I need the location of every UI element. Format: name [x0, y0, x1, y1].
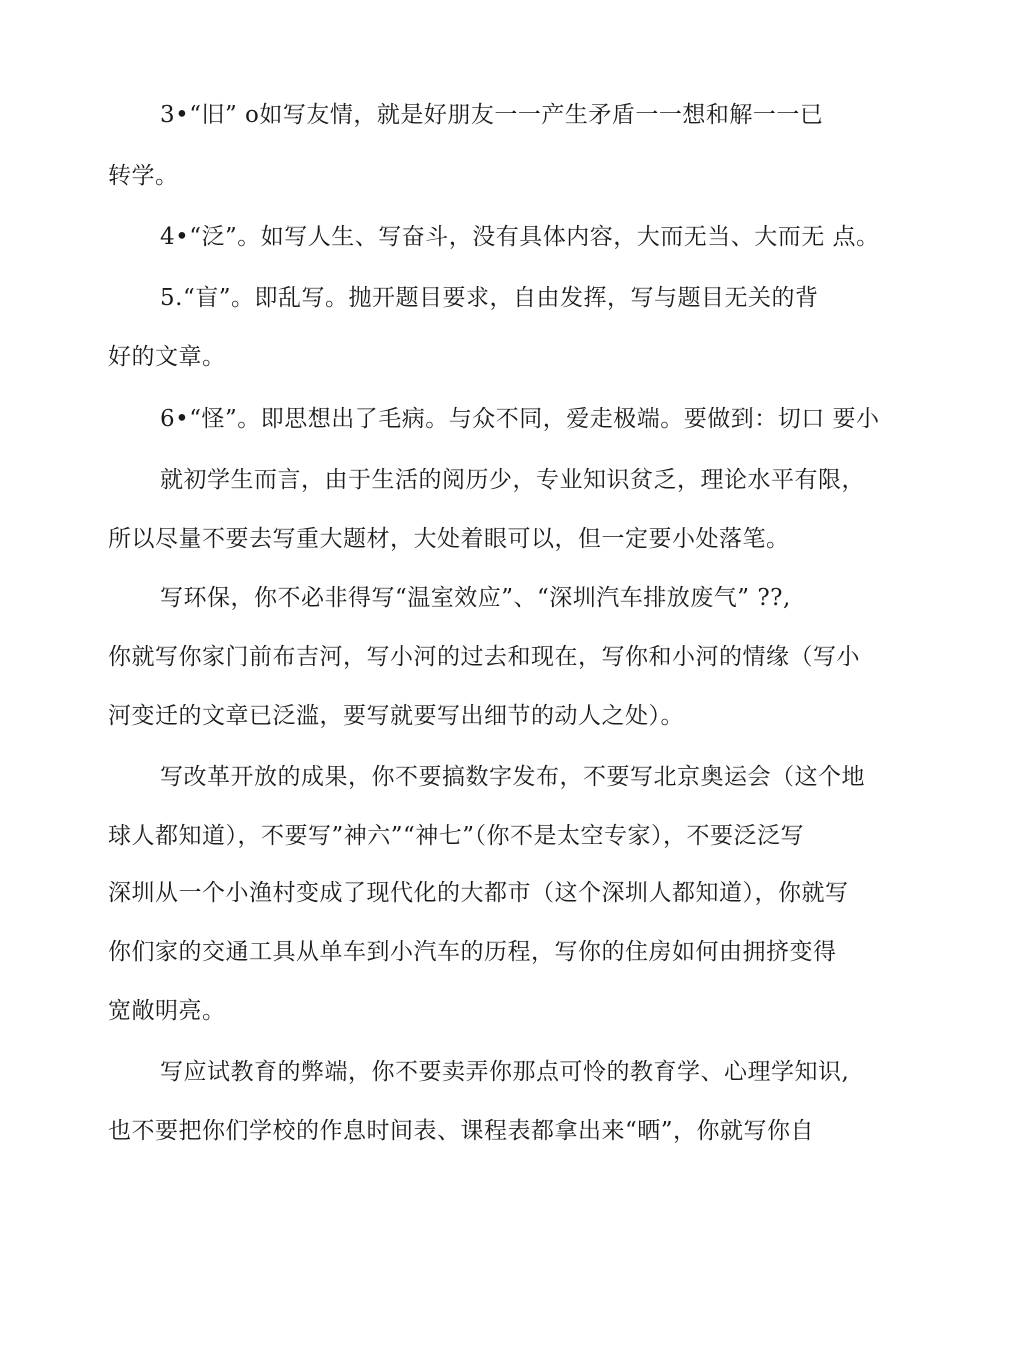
text-line: 宽敞明亮。 [108, 998, 226, 1024]
text-line: 写应试教育的弊端，你不要卖弄你那点可怜的教育学、心理学知识, [160, 1059, 850, 1085]
text-line: 球人都知道），不要写”神六”“神七”（你不是太空专家），不要泛泛写 [108, 823, 805, 849]
text-line: 就初学生而言，由于生活的阅历少，专业知识贫乏，理论水平有限， [160, 467, 865, 493]
text-line: 5.“盲”。即乱写。抛开题目要求，自由发挥，写与题目无关的背 [160, 285, 819, 311]
text-line: 3•“旧” o如写友情，就是好朋友一一产生矛盾一一想和解一一已 [160, 102, 824, 128]
text-line: 所以尽量不要去写重大题材，大处着眼可以，但一定要小处落笔。 [108, 526, 790, 552]
text-line: 你就写你家门前布吉河，写小河的过去和现在，写你和小河的情缘（写小 [108, 644, 860, 670]
text-line: 你们家的交通工具从单车到小汽车的历程，写你的住房如何由拥挤变得 [108, 939, 837, 965]
text-line: 6•“怪”。即思想出了毛病。与众不同，爱走极端。要做到：切口 要小 [160, 406, 880, 432]
text-line: 转学。 [108, 163, 179, 189]
text-line: 4•“泛”。如写人生、写奋斗，没有具体内容，大而无当、大而无 点。 [160, 224, 880, 250]
text-line: 写改革开放的成果，你不要搞数字发布，不要写北京奥运会（这个地 [160, 764, 865, 790]
text-line: 好的文章。 [108, 344, 226, 370]
text-line: 写环保，你不必非得写“温室效应”、“深圳汽车排放废气” ??, [160, 585, 791, 611]
text-line: 河变迁的文章已泛滥，要写就要写出细节的动人之处）。 [108, 703, 684, 729]
text-line: 深圳从一个小渔村变成了现代化的大都市（这个深圳人都知道），你就写 [108, 880, 849, 906]
text-line: 也不要把你们学校的作息时间表、课程表都拿出来“晒”，你就写你自 [108, 1118, 815, 1144]
